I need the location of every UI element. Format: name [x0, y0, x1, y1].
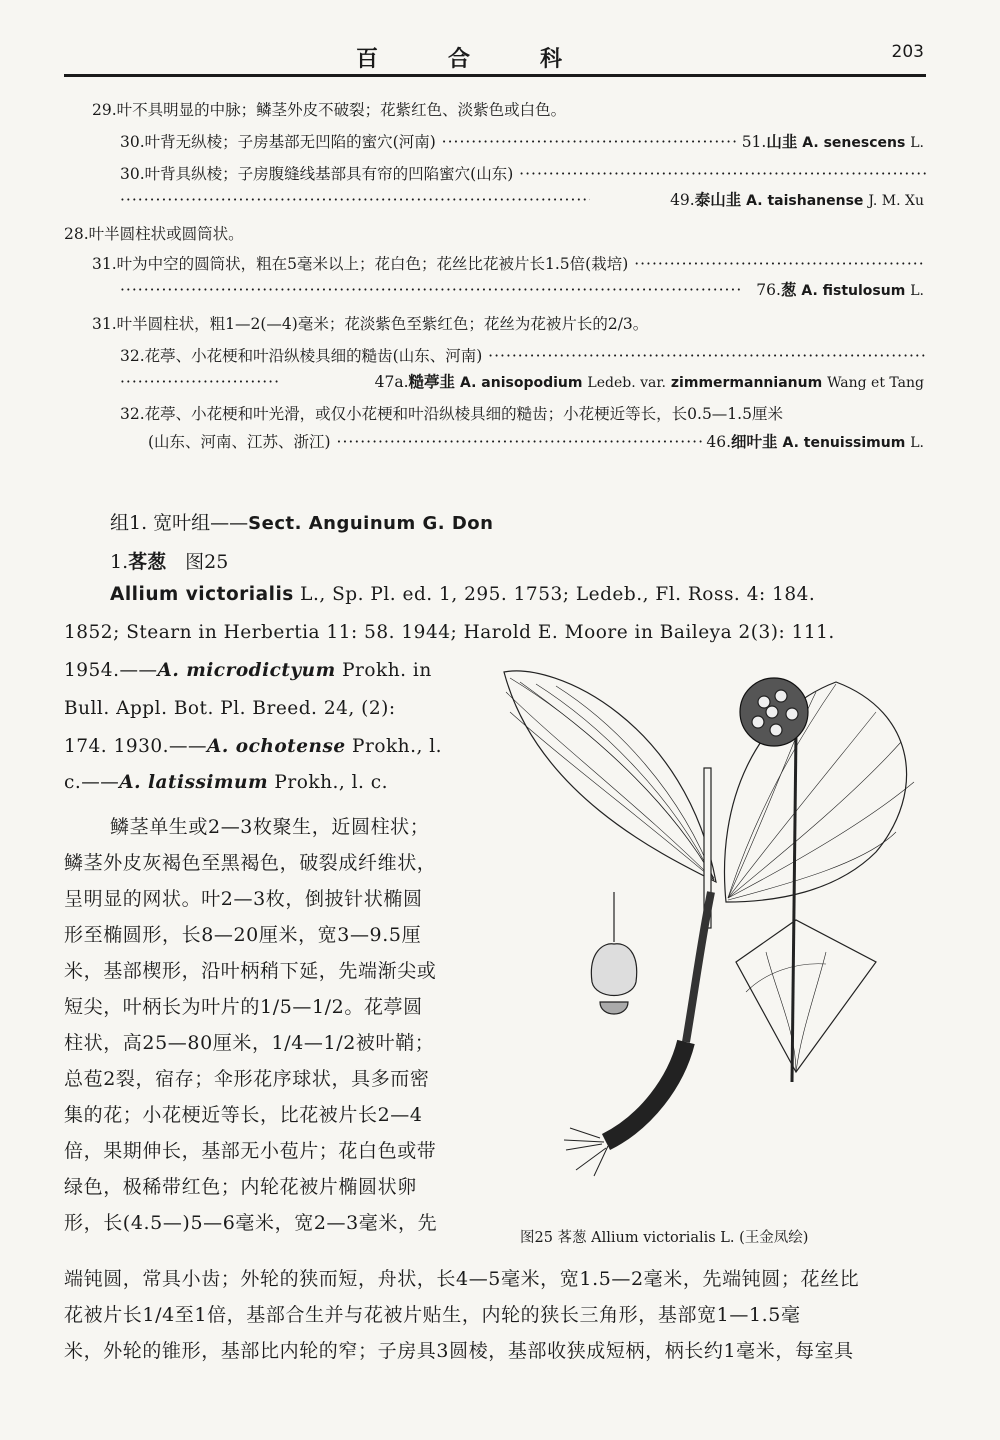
- key-taxon-31a: 76.葱 A. fistulosum L.: [752, 280, 924, 301]
- key-line-31b: 31.叶半圆柱状，粗1—2(—4)毫米；花淡紫色至紫红色；花丝为花被片长的2/3。: [92, 315, 649, 333]
- body-line: 米，外轮的锥形，基部比内轮的窄；子房具3圆棱，基部收狭成短柄，柄长约1毫米，每室具: [64, 1340, 854, 1362]
- key-taxon-32b: 46.细叶韭 A. tenuissimum L.: [702, 432, 924, 453]
- citation-line-4: Bull. Appl. Bot. Pl. Breed. 24, (2):: [64, 698, 396, 719]
- body-line: 绿色，极稀带红色；内轮花被片椭圆状卵: [64, 1176, 417, 1198]
- key-line-32a: 32.花葶、小花梗和叶沿纵棱具细的糙齿(山东、河南) ·····: [120, 346, 926, 366]
- citation-line-5: 174. 1930.——A. ochotense Prokh., l.: [64, 736, 443, 757]
- figure-caption: 图25 茖葱 Allium victorialis L. (王金凤绘): [520, 1230, 809, 1246]
- body-line: 鳞茎单生或2—3枚聚生，近圆柱状；: [110, 816, 430, 838]
- citation-line-6: c.——A. latissimum Prokh., l. c.: [64, 772, 389, 793]
- key-line-30a: 30.叶背无纵棱；子房基部无凹陷的蜜穴(河南) ·····: [120, 132, 880, 152]
- key-line-32b-cont: (山东、河南、江苏、浙江) ·····: [148, 432, 848, 452]
- body-line: 短尖，叶柄长为叶片的1/5—1/2。花葶圆: [64, 996, 423, 1018]
- body-line: 形，长(4.5—)5—6毫米，宽2—3毫米，先: [64, 1212, 438, 1234]
- body-line: 倍，果期伸长，基部无小苞片；花白色或带: [64, 1140, 437, 1162]
- citation-line-3: 1954.——A. microdictyum Prokh. in: [64, 660, 432, 681]
- key-line-31a: 31.叶为中空的圆筒状，粗在5毫米以上；花白色；花丝比花被片长1.5倍(栽培) ·····: [92, 254, 926, 274]
- body-line: 花被片长1/4至1倍，基部合生并与花被片贴生，内轮的狭长三角形，基部宽1—1.5毫: [64, 1304, 801, 1326]
- body-line: 鳞茎外皮灰褐色至黑褐色，破裂成纤维状，: [64, 852, 437, 874]
- species-heading: 1.茖葱 图25: [110, 551, 229, 573]
- body-line: 集的花；小花梗近等长，比花被片长2—4: [64, 1104, 423, 1126]
- body-line: 米，基部楔形，沿叶柄稍下延，先端渐尖或: [64, 960, 437, 982]
- key-taxon-30a: 51.山韭 A. senescens L.: [738, 132, 924, 153]
- citation-line-1: Allium victorialis L., Sp. Pl. ed. 1, 295. 1753; Ledeb., Fl. Ross. 4: 184.: [110, 584, 816, 605]
- key-leader-31a: [120, 280, 740, 300]
- key-line-30b: 30.叶背具纵棱；子房腹缝线基部具有帘的凹陷蜜穴(山东) ·····: [120, 164, 926, 184]
- body-line: 形至椭圆形，长8—20厘米，宽3—9.5厘: [64, 924, 422, 946]
- section-heading: 组1. 宽叶组——Sect. Anguinum G. Don: [110, 512, 494, 534]
- key-taxon-30b: 49.泰山韭 A. taishanense J. M. Xu: [666, 190, 924, 211]
- key-line-28: 28.叶半圆柱状或圆筒状。: [64, 225, 244, 243]
- body-line: 柱状，高25—80厘米，1/4—1/2被叶鞘；: [64, 1032, 435, 1054]
- botanical-illustration: [496, 652, 930, 1192]
- key-taxon-32a: 47a.糙葶韭 A. anisopodium Ledeb. var. zimmermannianum Wang et Tang: [371, 372, 924, 393]
- key-leader-32a: [120, 372, 280, 392]
- page-number: 203: [891, 42, 924, 62]
- header-rule: [64, 74, 926, 77]
- running-header: [64, 36, 924, 76]
- body-line: 呈明显的网状。叶2—3枚，倒披针状椭圆: [64, 888, 423, 910]
- key-line-29: 29.叶不具明显的中脉；鳞茎外皮不破裂；花紫红色、淡紫色或白色。: [92, 101, 567, 119]
- citation-line-2: 1852; Stearn in Herbertia 11: 58. 1944; Harold E. Moore in Baileya 2(3): 111.: [64, 622, 835, 643]
- key-line-32b: 32.花葶、小花梗和叶光滑，或仅小花梗和叶沿纵棱具细的糙齿；小花梗近等长，长0.5—1.5厘米: [120, 405, 783, 423]
- key-leader-30b: [120, 190, 590, 210]
- body-line: 总苞2裂，宿存；伞形花序球状，具多而密: [64, 1068, 430, 1090]
- running-title: 百合科: [355, 46, 632, 72]
- body-line: 端钝圆，常具小齿；外轮的狭而短，舟状，长4—5毫米，宽1.5—2毫米，先端钝圆；花丝比: [64, 1268, 860, 1290]
